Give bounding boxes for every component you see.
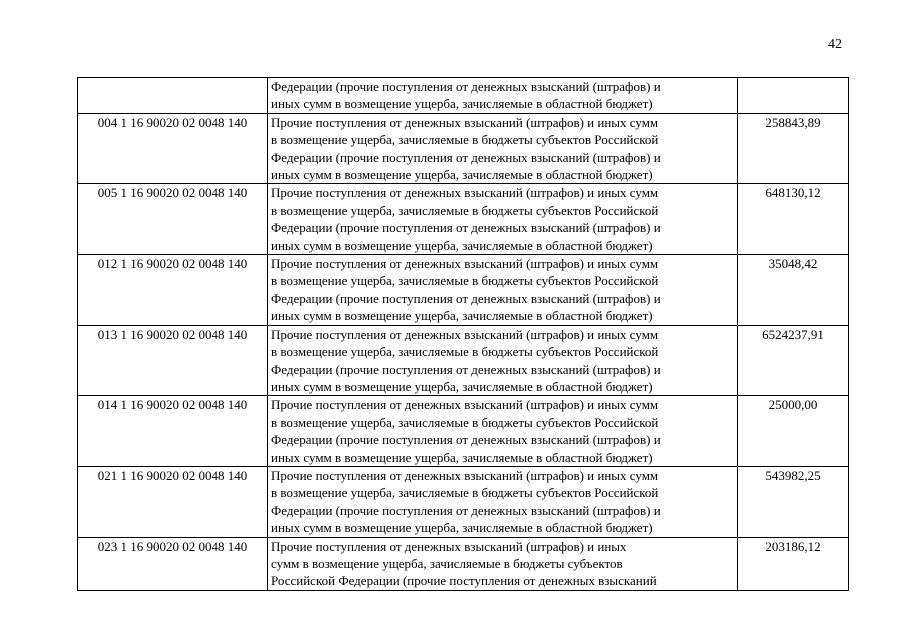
revenue-table: [77, 77, 849, 591]
revenue-code-cell: 005 1 16 90020 02 0048 140: [78, 184, 268, 255]
revenue-code-cell: 004 1 16 90020 02 0048 140: [78, 113, 268, 184]
description-line: Федерации (прочие поступления от денежных взысканий (штрафов) и: [271, 502, 661, 518]
table-row: [78, 537, 849, 590]
description-line: иных сумм в возмещение ущерба, зачисляемые в областной бюджет): [271, 449, 653, 465]
amount-cell: 543982,25: [738, 466, 849, 537]
description-line: иных сумм в возмещение ущерба, зачисляемые в областной бюджет): [271, 167, 653, 183]
revenue-code-cell: 012 1 16 90020 02 0048 140: [78, 255, 268, 326]
revenue-code-cell: 014 1 16 90020 02 0048 140: [78, 396, 268, 467]
revenue-code-cell: 023 1 16 90020 02 0048 140: [78, 537, 268, 590]
description-line: в возмещение ущерба, зачисляемые в бюджеты субъектов Российской: [271, 414, 659, 430]
description-cell: [268, 255, 738, 326]
description-cell: [268, 466, 738, 537]
amount-cell: 6524237,91: [738, 325, 849, 396]
description-line: в возмещение ущерба, зачисляемые в бюджеты субъектов Российской: [271, 273, 659, 289]
description-line: Прочие поступления от денежных взысканий (штрафов) и иных: [271, 538, 627, 554]
page-number: 42: [828, 37, 842, 52]
description-cell: [268, 537, 738, 590]
description-line: сумм в возмещение ущерба, зачисляемые в бюджеты субъектов: [271, 555, 623, 571]
description-line: Прочие поступления от денежных взысканий (штрафов) и иных сумм: [271, 397, 659, 413]
table-row: [78, 113, 849, 184]
description-line: Федерации (прочие поступления от денежных взысканий (штрафов) и: [271, 149, 661, 165]
table-row: [78, 396, 849, 467]
description-cell: [268, 78, 738, 114]
description-line: Федерации (прочие поступления от денежных взысканий (штрафов) и: [271, 290, 661, 306]
description-line: в возмещение ущерба, зачисляемые в бюджеты субъектов Российской: [271, 132, 659, 148]
description-line: в возмещение ущерба, зачисляемые в бюджеты субъектов Российской: [271, 485, 659, 501]
table-row: [78, 184, 849, 255]
revenue-code-cell: [78, 78, 268, 114]
description-line: иных сумм в возмещение ущерба, зачисляемые в областной бюджет): [271, 308, 653, 324]
revenue-code-cell: 013 1 16 90020 02 0048 140: [78, 325, 268, 396]
description-line: Федерации (прочие поступления от денежных взысканий (штрафов) и: [271, 432, 661, 448]
amount-cell: 258843,89: [738, 113, 849, 184]
table-row: [78, 325, 849, 396]
description-cell: [268, 113, 738, 184]
description-line: Прочие поступления от денежных взысканий (штрафов) и иных сумм: [271, 467, 659, 483]
amount-cell: 203186,12: [738, 537, 849, 590]
amount-cell: [738, 78, 849, 114]
description-cell: [268, 184, 738, 255]
table-row: [78, 78, 849, 114]
amount-cell: 35048,42: [738, 255, 849, 326]
description-line: Российской Федерации (прочие поступления от денежных взысканий: [271, 573, 657, 589]
revenue-code-cell: 021 1 16 90020 02 0048 140: [78, 466, 268, 537]
description-cell: [268, 396, 738, 467]
amount-cell: 25000,00: [738, 396, 849, 467]
description-line: иных сумм в возмещение ущерба, зачисляемые в областной бюджет): [271, 378, 653, 394]
table-row: [78, 255, 849, 326]
description-line: в возмещение ущерба, зачисляемые в бюджеты субъектов Российской: [271, 344, 659, 360]
description-line: в возмещение ущерба, зачисляемые в бюджеты субъектов Российской: [271, 202, 659, 218]
description-line: Прочие поступления от денежных взысканий (штрафов) и иных сумм: [271, 185, 659, 201]
description-line: Федерации (прочие поступления от денежных взысканий (штрафов) и: [271, 220, 661, 236]
table-row: [78, 466, 849, 537]
description-line: Прочие поступления от денежных взысканий (штрафов) и иных сумм: [271, 256, 659, 272]
description-line: Прочие поступления от денежных взысканий (штрафов) и иных сумм: [271, 114, 659, 130]
description-line: Прочие поступления от денежных взысканий (штрафов) и иных сумм: [271, 326, 659, 342]
revenue-table-body: [78, 78, 849, 591]
description-line: иных сумм в возмещение ущерба, зачисляемые в областной бюджет): [271, 237, 653, 253]
amount-cell: 648130,12: [738, 184, 849, 255]
description-line: иных сумм в возмещение ущерба, зачисляемые в областной бюджет): [271, 520, 653, 536]
description-line: Федерации (прочие поступления от денежных взысканий (штрафов) и: [271, 361, 661, 377]
description-line: Федерации (прочие поступления от денежных взысканий (штрафов) и: [271, 79, 661, 94]
description-line: иных сумм в возмещение ущерба, зачисляемые в областной бюджет): [271, 96, 653, 112]
description-cell: [268, 325, 738, 396]
